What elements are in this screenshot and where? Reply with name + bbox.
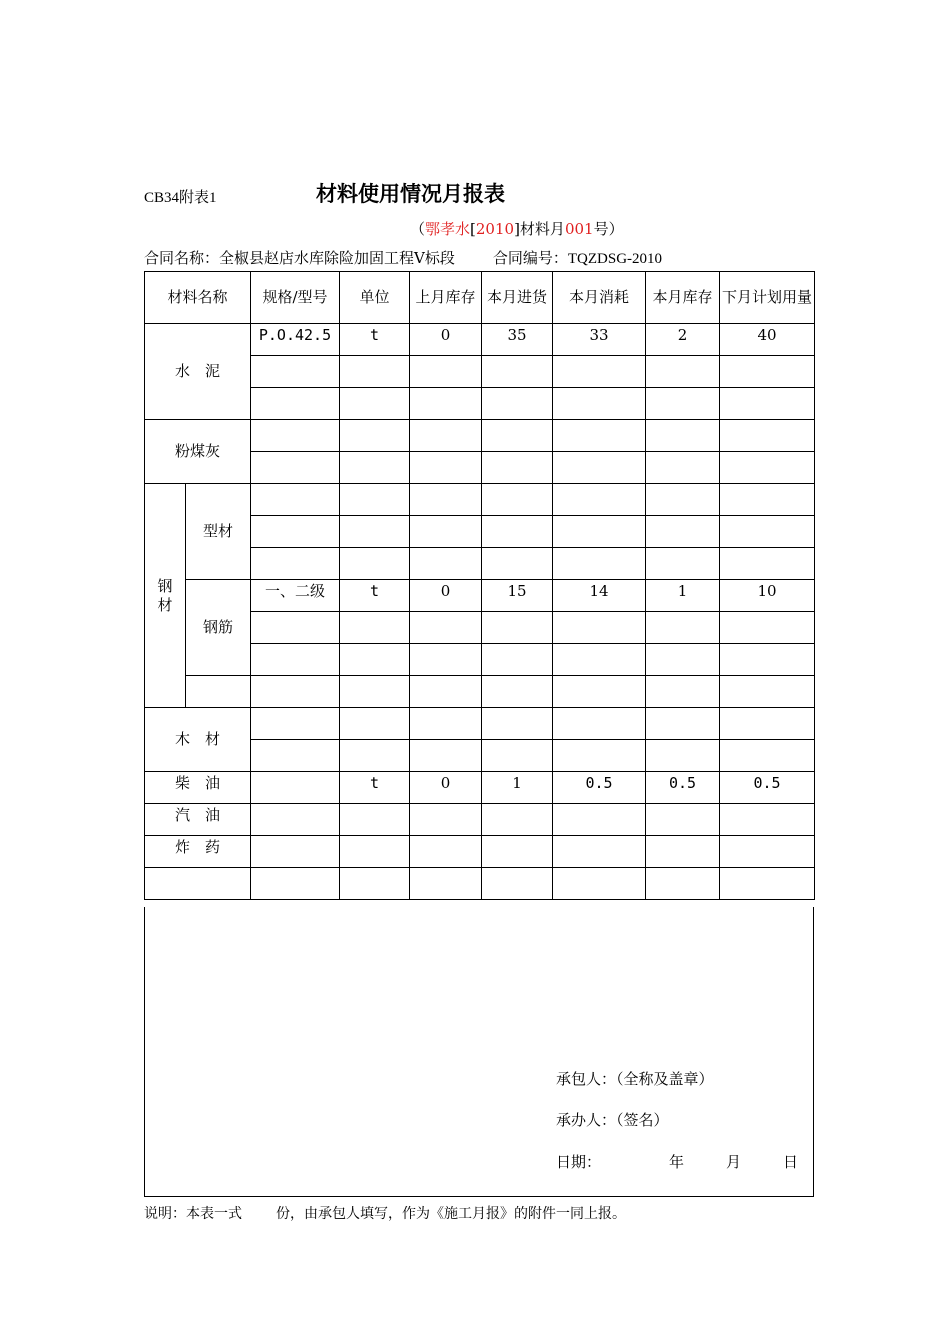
table-cell: 2	[646, 324, 720, 356]
col-header: 上月库存	[410, 272, 482, 324]
flyash-label: 粉煤灰	[145, 420, 251, 484]
date-day: 日	[783, 1153, 799, 1171]
timber-label: 木 材	[145, 708, 251, 772]
table-cell: 0	[410, 772, 482, 804]
table-cell: t	[340, 324, 410, 356]
header-row	[145, 272, 815, 324]
table-row	[145, 676, 815, 708]
table-cell: t	[340, 580, 410, 612]
date-label: 日期：	[556, 1153, 602, 1171]
document-number: （鄂孝水[2010]材料月001号）	[410, 220, 624, 238]
table-cell: 0.5	[646, 772, 720, 804]
table-cell: 10	[720, 580, 815, 612]
table-cell: 0	[410, 580, 482, 612]
date-line	[556, 1151, 798, 1172]
col-header: 规格/型号	[251, 272, 340, 324]
table-cell: P.O.42.5	[251, 324, 340, 356]
contract-name-label: 合同名称：	[144, 249, 220, 267]
date-month: 月	[726, 1153, 742, 1171]
steel-rebar-label: 钢筋	[186, 580, 251, 676]
table-cell: 1	[482, 772, 553, 804]
date-year: 年	[669, 1153, 685, 1171]
explosive-label: 炸 药	[145, 836, 251, 868]
col-header: 本月进货	[482, 272, 553, 324]
contractor-signature: 承包人：（全称及盖章）	[556, 1070, 714, 1088]
col-header: 单位	[340, 272, 410, 324]
table-cell	[251, 772, 340, 804]
table-row	[145, 420, 815, 452]
table-cell: 0.5	[553, 772, 646, 804]
col-header: 本月消耗	[553, 272, 646, 324]
table-cell: 14	[553, 580, 646, 612]
table-cell: 1	[646, 580, 720, 612]
contract-name: 全椒县赵店水库除险加固工程Ⅴ标段	[219, 249, 455, 267]
table-row	[145, 772, 815, 804]
table-cell: 0.5	[720, 772, 815, 804]
table-cell: 35	[482, 324, 553, 356]
document-title: 材料使用情况月报表	[316, 182, 505, 206]
contract-no: TQZDSG-2010	[567, 251, 663, 267]
handler-signature: 承办人：（签名）	[556, 1111, 669, 1129]
table-row	[145, 324, 815, 356]
steel-label: 钢材	[145, 484, 186, 708]
doc-number-seq: 001	[564, 220, 594, 238]
diesel-label: 柴 油	[145, 772, 251, 804]
table-cell: 33	[553, 324, 646, 356]
doc-number-prefix: 鄂孝水	[425, 220, 471, 238]
contract-info	[144, 247, 662, 268]
table-row	[145, 868, 815, 900]
table-cell: 40	[720, 324, 815, 356]
doc-number-year: 2010	[475, 220, 515, 238]
col-header: 下月计划用量	[720, 272, 815, 324]
footnote: 说明：本表一式 份，由承包人填写，作为《施工月报》的附件一同上报。	[144, 1206, 626, 1222]
materials-table	[144, 271, 815, 900]
cement-label: 水 泥	[145, 324, 251, 420]
table-cell: 0	[410, 324, 482, 356]
table-cell: t	[340, 772, 410, 804]
table-row	[145, 580, 815, 612]
table-row	[145, 804, 815, 836]
gasoline-label: 汽 油	[145, 804, 251, 836]
table-row	[145, 484, 815, 516]
col-header: 本月库存	[646, 272, 720, 324]
contract-no-label: 合同编号：	[492, 249, 568, 267]
table-row	[145, 708, 815, 740]
table-cell: 15	[482, 580, 553, 612]
col-header: 材料名称	[145, 272, 251, 324]
form-code: CB34附表1	[144, 190, 217, 206]
table-row	[145, 836, 815, 868]
table-cell: 一、二级	[251, 580, 340, 612]
steel-shape-label: 型材	[186, 484, 251, 580]
